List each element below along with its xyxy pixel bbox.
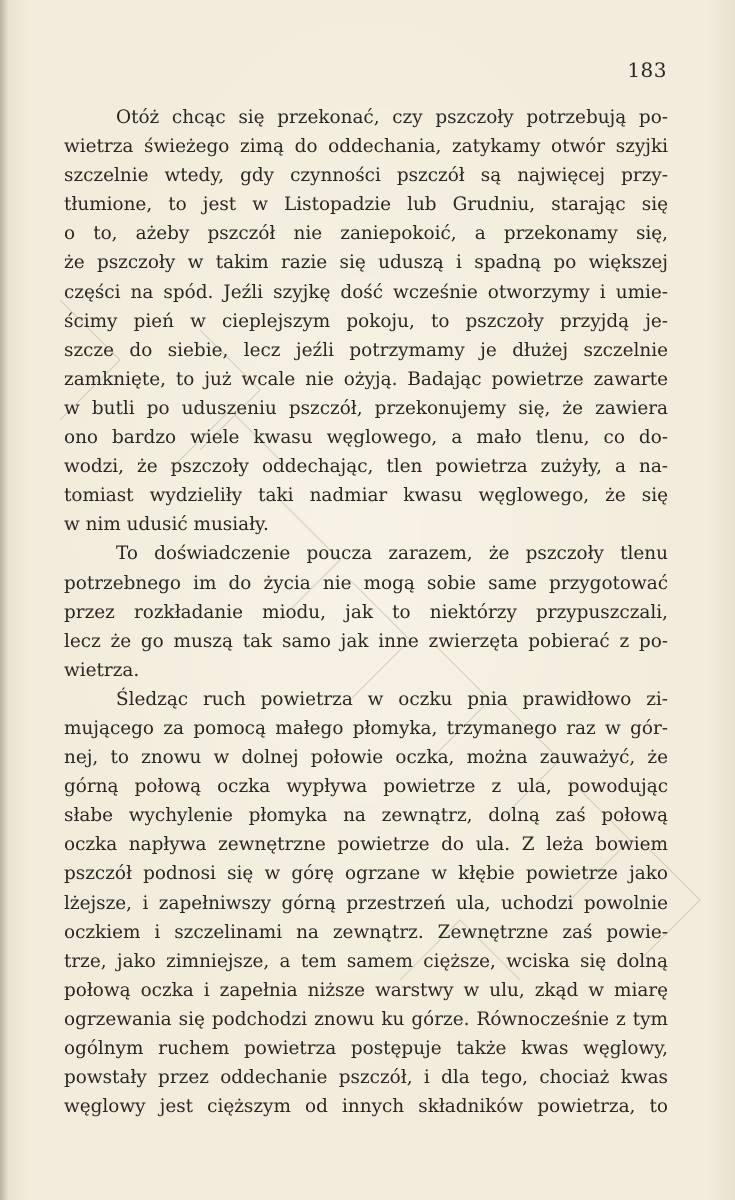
text-line: lecz że go muszą tak samo jak inne zwierzęta pobierać z po- [64, 630, 668, 652]
text-line: szcze do siebie, lecz jeźli potrzymamy je dłużej szczelnie [64, 339, 668, 361]
text-line: To doświadczenie poucza zarazem, że pszczoły tlenu [116, 543, 668, 565]
text-line: ogrzewania się podchodzi znowu ku górze. Równocześnie z tym [64, 1008, 668, 1030]
text-line: pszczół podnosi się w górę ogrzane w kłębie powietrze jako [64, 863, 668, 885]
text-line: ścimy pień w cieplejszym pokoju, to pszczoły przyjdą je- [64, 310, 668, 332]
text-line: górną połową oczka wypływa powietrze z ula, powodując [64, 776, 668, 798]
text-line: mującego za pomocą małego płomyka, trzymanego raz w gór- [64, 717, 668, 739]
text-line: ono bardzo wiele kwasu węglowego, a mało tlenu, co do- [64, 427, 668, 449]
text-line: potrzebnego im do życia nie mogą sobie same przygotować [64, 572, 668, 594]
text-line: szczelnie wtedy, gdy czynności pszczół są najwięcej przy- [64, 165, 668, 187]
text-line: trze, jako zimniejsze, a tem samem cięższe, wciska się dolną [64, 950, 668, 972]
text-line: wodzi, że pszczoły oddechając, tlen powietrza zużyły, a na- [64, 456, 668, 478]
text-line: oczka napływa zewnętrzne powietrze do ula. Z leża bowiem [64, 834, 668, 856]
page-binding-shadow [0, 0, 8, 1200]
text-line: oczkiem i szczelinami na zewnątrz. Zewnętrzne zaś powie- [64, 921, 668, 943]
text-line: Śledząc ruch powietrza w oczku pnia prawidłowo zi- [116, 688, 668, 710]
text-line: ogólnym ruchem powietrza postępuje także kwas węglowy, [64, 1038, 668, 1059]
text-line: połową oczka i zapełnia niższe warstwy w ulu, zkąd w miarę [64, 979, 668, 1001]
text-line: zamknięte, to już wcale nie ożyją. Badając powietrze zawarte [64, 368, 668, 390]
text-line: w butli po uduszeniu pszczół, przekonujemy się, że zawiera [64, 397, 668, 419]
text-line: wietrza. [64, 659, 140, 681]
text-line: słabe wychylenie płomyka na zewnątrz, dolną zaś połową [64, 805, 668, 827]
text-line: części na spód. Jeźli szyjkę dość wcześnie otworzymy i umie- [64, 281, 668, 303]
text-line: tomiast wydzieliły taki nadmiar kwasu węglowego, że się [64, 485, 668, 507]
text-line: węglowy jest cięższym od innych składników powietrza, to [64, 1096, 668, 1118]
body-text [64, 103, 668, 1121]
text-line: Otóż chcąc się przekonać, czy pszczoły potrzebują po- [116, 107, 668, 128]
text-line: tłumione, to jest w Listopadzie lub Grudniu, starając się [64, 194, 668, 216]
text-line: lżejsze, i zapełniwszy górną przestrzeń ula, uchodzi powolnie [64, 892, 668, 914]
text-line: powstały przez oddechanie pszczół, i dla tego, chociaż kwas [64, 1067, 668, 1089]
text-line: wietrza świeżego zimą do oddechania, zatykamy otwór szyjki [64, 136, 668, 158]
text-line: o to, ażeby pszczół nie zaniepokoić, a przekonamy się, [64, 223, 668, 245]
text-line: że pszczoły w takim razie się uduszą i spadną po większej [64, 252, 668, 274]
text-line: nej, to znowu w dolnej połowie oczka, można zauważyć, że [64, 747, 668, 769]
text-line: w nim udusić musiały. [64, 514, 269, 536]
text-line: przez rozkładanie miodu, jak to niektórzy przypuszczali, [64, 601, 668, 623]
page-number: 183 [627, 58, 667, 82]
